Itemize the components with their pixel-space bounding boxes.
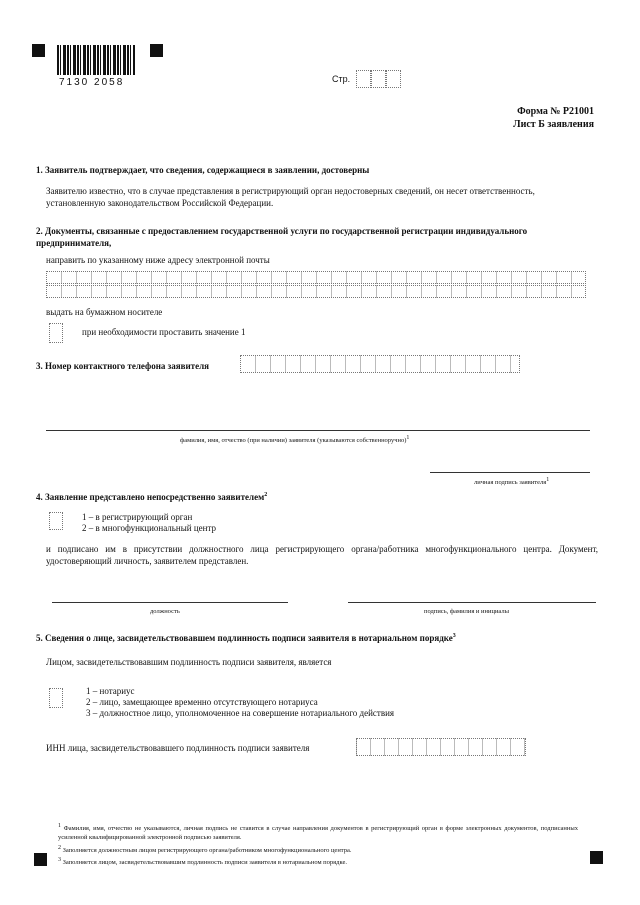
corner-marker-bottom-right <box>590 851 603 864</box>
section1-text: Заявителю известно, что в случае представления в регистрирующий орган недостоверных сведений, он несет ответственность, установленную законодательством Российской Федерации. <box>46 186 535 208</box>
section4-text: и подписано им в присутствии должностного лица регистрирующего органа/работника многофункционального центра. Документ, удостоверяющий личность, заявителем представлен. <box>46 544 598 566</box>
sheet-title: Лист Б заявления <box>513 119 594 130</box>
signature-line[interactable] <box>430 472 590 473</box>
official-sign-caption: подпись, фамилия и инициалы <box>424 608 509 615</box>
section5-option3: 3 – должностное лицо, уполномоченное на совершение нотариального действия <box>86 708 395 718</box>
section4-option2: 2 – в многофункциональный центр <box>82 523 216 533</box>
paper-hint: при необходимости проставить значение 1 <box>82 327 246 337</box>
phone-cells[interactable] <box>240 355 520 373</box>
barcode-number: 7130 2058 <box>59 77 125 88</box>
inn-cells[interactable] <box>356 738 526 756</box>
section5-text: Лицом, засвидетельствовавшим подлинность подписи заявителя, является <box>46 657 332 667</box>
corner-marker-bottom-left <box>34 853 47 866</box>
email-cells-row1[interactable] <box>46 271 586 284</box>
section4-title: 4. Заявление представлено непосредственно заявителем$^2$ <box>36 492 268 502</box>
page-number-cells[interactable] <box>356 70 401 88</box>
section5-option1: 1 – нотариус <box>86 686 135 696</box>
corner-marker-top-right <box>150 44 163 57</box>
barcode <box>57 45 135 75</box>
paper-checkbox[interactable] <box>49 323 63 343</box>
section1-title: 1. Заявитель подтверждает, что сведения, содержащиеся в заявлении, достоверны <box>36 165 370 175</box>
footnote-3: $^3$ Заполняется лицом, засвидетельствовавшим подлинность подписи заявителя в нотариальном порядке. <box>58 857 347 867</box>
email-cells-row2[interactable] <box>46 285 586 298</box>
page-label: Стр. <box>332 74 351 84</box>
section5-title: 5. Сведения о лице, засвидетельствовавшем подлинность подписи заявителя в нотариальном порядке$^3$ <box>36 633 456 643</box>
corner-marker-top-left <box>32 44 45 57</box>
paper-label: выдать на бумажном носителе <box>46 307 163 317</box>
email-label: направить по указанному ниже адресу электронной почты <box>46 255 270 265</box>
section4-checkbox[interactable] <box>49 512 63 530</box>
section5-option2: 2 – лицо, замещающее временно отсутствующего нотариуса <box>86 697 318 707</box>
position-caption: должность <box>150 608 180 615</box>
fio-caption: фамилия, имя, отчество (при наличии) заявителя (указываются собственноручно)$^1$ <box>180 435 410 445</box>
footnote-2: $^2$ Заполняется должностным лицом регистрирующего органа/работником многофункционального центра. <box>58 845 352 855</box>
form-number: Форма № Р21001 <box>517 106 594 117</box>
section3-title: 3. Номер контактного телефона заявителя <box>36 361 209 371</box>
official-sign-line[interactable] <box>348 602 596 603</box>
section5-checkbox[interactable] <box>49 688 63 708</box>
section2-title: 2. Документы, связанные с предоставлением государственной услуги по государственной регистрации индивидуального предпринимателя, <box>36 226 528 248</box>
position-line[interactable] <box>52 602 288 603</box>
signature-caption: личная подпись заявителя$^1$ <box>474 477 550 487</box>
fio-line[interactable] <box>46 430 590 431</box>
footnote-1: $^1$ Фамилия, имя, отчество не указываются, личная подпись не ставится в случае направления документов в регистрирующий орган в форме электронных документов, подписанных усиленной квалифицированной электронной подписью заявителя. <box>58 823 578 842</box>
section4-option1: 1 – в регистрирующий орган <box>82 512 193 522</box>
inn-label: ИНН лица, засвидетельствовавшего подлинность подписи заявителя <box>46 743 310 753</box>
